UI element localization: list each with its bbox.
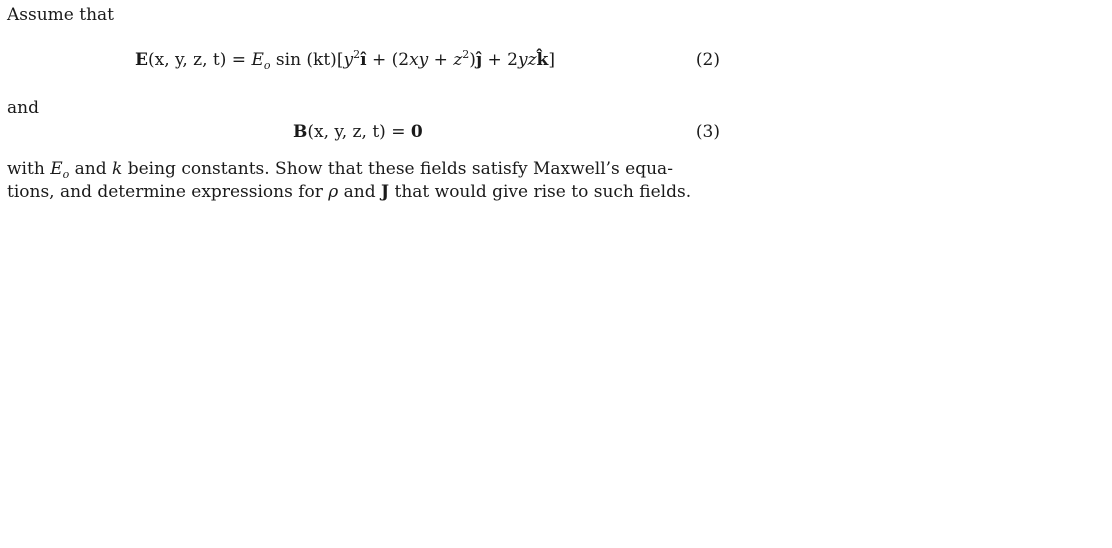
equation-2: [0, 48, 730, 72]
conjunction-text: and: [7, 98, 39, 118]
equation-2-number: (2): [695, 50, 720, 70]
equation-2-body: E(x, y, z, $t) = E_o$ $\sin (kt)[y^2î + (2xy$ + $z^2)ĵ$ + 2yzk̂]: [135, 48, 555, 72]
equation-3-number: (3): [695, 122, 720, 142]
closing-paragraph: with $E_o$ and k being constants. Show that these fields satisfy Maxwell’s equa- tions, and determine expressions for ρ and J that would give rise to such fields.: [7, 159, 692, 202]
intro-text: Assume that: [7, 5, 115, 25]
equation-3: [0, 120, 730, 144]
equation-3-body: B(x, y, z, t) = 0: [293, 122, 423, 142]
